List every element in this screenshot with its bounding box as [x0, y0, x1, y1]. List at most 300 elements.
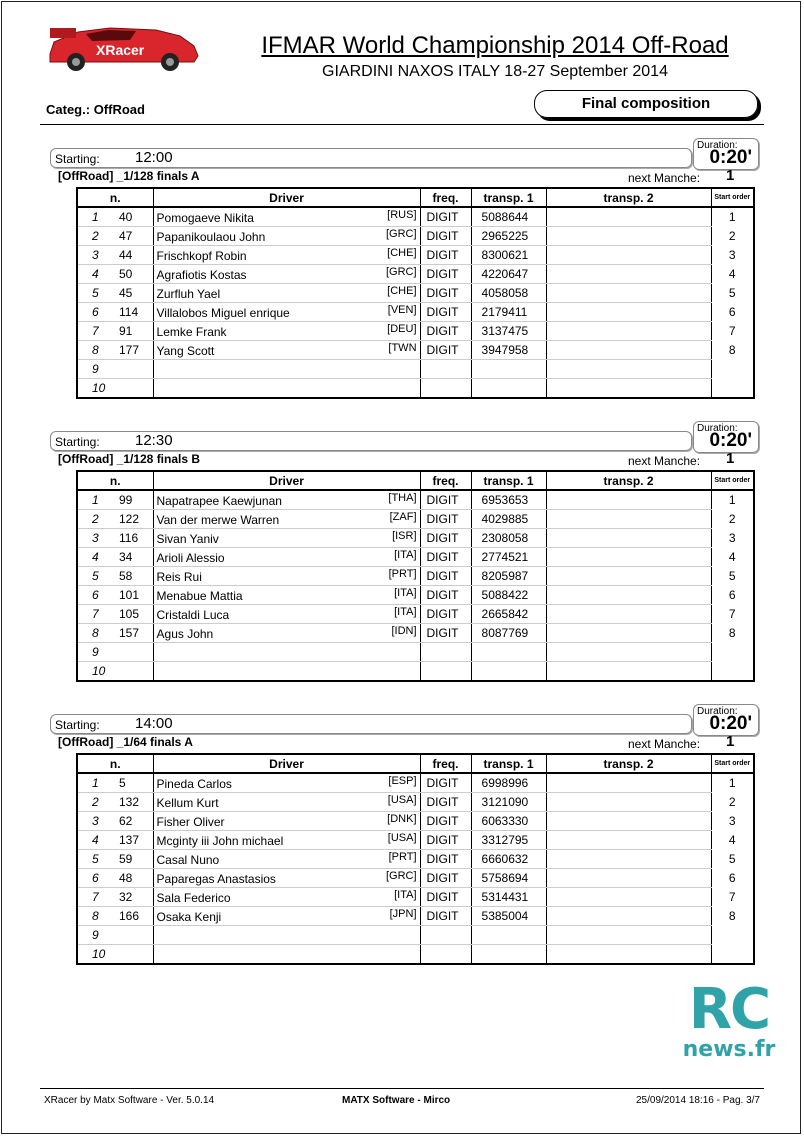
frequency: DIGIT: [420, 793, 471, 812]
start-order: 4: [711, 831, 754, 850]
entries-table: [76, 470, 755, 682]
transponder-2: [546, 643, 711, 662]
frequency: [420, 360, 471, 379]
frequency: DIGIT: [420, 907, 471, 926]
driver-cell: [153, 207, 420, 227]
driver-name: Agrafiotis Kostas: [156, 268, 247, 282]
start-order: 4: [711, 265, 754, 284]
driver-cell: [153, 490, 420, 510]
row-position: 1: [77, 490, 113, 510]
driver-nation: [ESP]: [388, 775, 417, 787]
starting-time: 12:30: [135, 432, 173, 449]
start-order: [711, 945, 754, 965]
transponder-1: 8087769: [471, 624, 546, 643]
start-order: 8: [711, 624, 754, 643]
entries-table: [76, 187, 755, 399]
footer-software: XRacer by Matx Software - Ver. 5.0.14: [44, 1095, 215, 1106]
car-number: 114: [113, 303, 153, 322]
transponder-2: [546, 793, 711, 812]
transponder-2: [546, 888, 711, 907]
row-position: 6: [77, 303, 113, 322]
car-number: [113, 926, 153, 945]
driver-name: Lemke Frank: [156, 325, 227, 339]
table-row: [77, 227, 754, 246]
row-position: 7: [77, 888, 113, 907]
duration-label: Duration:: [697, 706, 738, 717]
driver-cell: [153, 322, 420, 341]
table-row: [77, 360, 754, 379]
frequency: DIGIT: [420, 605, 471, 624]
driver-cell: [153, 850, 420, 869]
transponder-2: [546, 379, 711, 399]
row-position: 8: [77, 907, 113, 926]
row-position: 4: [77, 265, 113, 284]
table-row: [77, 605, 754, 624]
driver-name: Frischkopf Robin: [156, 249, 247, 263]
driver-cell: [153, 548, 420, 567]
driver-nation: [GRC]: [385, 870, 417, 882]
driver-name: Osaka Kenji: [156, 910, 222, 924]
transponder-2: [546, 265, 711, 284]
frequency: [420, 379, 471, 399]
driver-nation: [VEN]: [387, 304, 417, 316]
car-number: 58: [113, 567, 153, 586]
driver-cell: [153, 926, 420, 945]
transponder-2: [546, 869, 711, 888]
transponder-1: 6063330: [471, 812, 546, 831]
driver-nation: [IDN]: [391, 625, 417, 637]
driver-name: Papanikoulaou John: [156, 230, 266, 244]
table-header-row: [77, 471, 754, 490]
transponder-1: 2774521: [471, 548, 546, 567]
transponder-1: 3312795: [471, 831, 546, 850]
frequency: DIGIT: [420, 303, 471, 322]
transponder-1: 5758694: [471, 869, 546, 888]
transponder-2: [546, 945, 711, 965]
car-number: 122: [113, 510, 153, 529]
transponder-2: [546, 490, 711, 510]
table-row: [77, 586, 754, 605]
col-header-driver: Driver: [153, 188, 420, 207]
frequency: DIGIT: [420, 227, 471, 246]
footer-author: MATX Software - Mirco: [342, 1095, 451, 1106]
transponder-1: 2965225: [471, 227, 546, 246]
transponder-1: 4029885: [471, 510, 546, 529]
row-position: 7: [77, 605, 113, 624]
transponder-2: [546, 812, 711, 831]
category-value: OffRoad: [93, 102, 145, 117]
duration-value: 0:20': [709, 713, 752, 734]
frequency: [420, 945, 471, 965]
driver-cell: [153, 227, 420, 246]
transponder-2: [546, 586, 711, 605]
driver-name: Van der merwe Warren: [156, 513, 280, 527]
driver-cell: [153, 869, 420, 888]
transponder-2: [546, 548, 711, 567]
transponder-1: 6998996: [471, 773, 546, 793]
table-row: [77, 907, 754, 926]
next-manche-label: next Manche:: [628, 171, 701, 185]
frequency: DIGIT: [420, 586, 471, 605]
frequency: DIGIT: [420, 567, 471, 586]
col-header-start-order: Start order: [711, 471, 754, 490]
table-row: [77, 341, 754, 360]
table-row: [77, 303, 754, 322]
driver-cell: [153, 831, 420, 850]
car-number: 132: [113, 793, 153, 812]
car-number: 101: [113, 586, 153, 605]
driver-name: Cristaldi Luca: [156, 608, 230, 622]
start-order: 3: [711, 812, 754, 831]
start-order: 6: [711, 303, 754, 322]
frequency: DIGIT: [420, 624, 471, 643]
row-position: 1: [77, 207, 113, 227]
driver-nation: [USA]: [387, 832, 417, 844]
transponder-1: 3137475: [471, 322, 546, 341]
driver-nation: [ISR]: [392, 530, 417, 542]
transponder-1: 4058058: [471, 284, 546, 303]
driver-nation: [TWN: [388, 342, 417, 354]
driver-cell: [153, 284, 420, 303]
transponder-1: 8205987: [471, 567, 546, 586]
transponder-2: [546, 341, 711, 360]
race-block: [0, 140, 804, 418]
frequency: [420, 926, 471, 945]
frequency: DIGIT: [420, 322, 471, 341]
duration-value: 0:20': [709, 430, 752, 451]
start-order: 8: [711, 907, 754, 926]
row-position: 9: [77, 360, 113, 379]
driver-nation: [ITA]: [394, 587, 417, 599]
driver-name: Casal Nuno: [156, 853, 220, 867]
car-number: [113, 360, 153, 379]
duration-box: [693, 138, 759, 170]
car-number: 45: [113, 284, 153, 303]
start-order: 7: [711, 888, 754, 907]
transponder-1: 5088422: [471, 586, 546, 605]
col-header-transp1: transp. 1: [471, 188, 546, 207]
frequency: DIGIT: [420, 812, 471, 831]
starting-time: 12:00: [135, 149, 173, 166]
driver-cell: [153, 662, 420, 682]
transponder-2: [546, 227, 711, 246]
starting-box: [50, 148, 692, 168]
transponder-2: [546, 662, 711, 682]
driver-nation: [GRC]: [385, 228, 417, 240]
frequency: [420, 662, 471, 682]
transponder-1: 2665842: [471, 605, 546, 624]
driver-name: Napatrapee Kaewjunan: [156, 494, 282, 508]
row-position: 5: [77, 284, 113, 303]
driver-cell: [153, 567, 420, 586]
final-composition-badge: Final composition: [534, 90, 758, 118]
start-order: 5: [711, 567, 754, 586]
col-header-freq: freq.: [420, 188, 471, 207]
table-row: [77, 945, 754, 965]
car-number: 5: [113, 773, 153, 793]
duration-label: Duration:: [697, 140, 738, 151]
starting-label: Starting:: [55, 718, 100, 732]
driver-name: Reis Rui: [156, 570, 202, 584]
document-subtitle: GIARDINI NAXOS ITALY 18-27 September 2014: [322, 63, 668, 80]
table-row: [77, 643, 754, 662]
table-row: [77, 510, 754, 529]
start-order: [711, 643, 754, 662]
car-number: 177: [113, 341, 153, 360]
car-number: [113, 945, 153, 965]
transponder-1: 5385004: [471, 907, 546, 926]
driver-cell: [153, 907, 420, 926]
driver-nation: [THA]: [388, 492, 417, 504]
transponder-1: [471, 643, 546, 662]
race-title: [OffRoad] _1/64 finals A: [58, 735, 193, 749]
table-row: [77, 207, 754, 227]
starting-box: [50, 431, 692, 451]
transponder-2: [546, 831, 711, 850]
driver-nation: [CHE]: [387, 285, 417, 297]
start-order: 1: [711, 490, 754, 510]
transponder-2: [546, 529, 711, 548]
next-manche-value: 1: [726, 733, 735, 750]
car-number: [113, 379, 153, 399]
duration-value: 0:20': [709, 147, 752, 168]
driver-name: Sivan Yaniv: [156, 532, 219, 546]
start-order: 3: [711, 246, 754, 265]
row-position: 4: [77, 831, 113, 850]
table-row: [77, 490, 754, 510]
row-position: 5: [77, 850, 113, 869]
table-row: [77, 812, 754, 831]
driver-cell: [153, 793, 420, 812]
car-number: 50: [113, 265, 153, 284]
transponder-1: 6660632: [471, 850, 546, 869]
table-row: [77, 322, 754, 341]
frequency: DIGIT: [420, 246, 471, 265]
col-header-freq: freq.: [420, 471, 471, 490]
col-header-start-order: Start order: [711, 754, 754, 773]
col-header-n: n.: [77, 188, 153, 207]
transponder-1: [471, 945, 546, 965]
driver-nation: [DNK]: [387, 813, 417, 825]
car-number: 157: [113, 624, 153, 643]
transponder-2: [546, 207, 711, 227]
row-position: 3: [77, 246, 113, 265]
duration-label: Duration:: [697, 423, 738, 434]
table-row: [77, 548, 754, 567]
driver-name: Kellum Kurt: [156, 796, 219, 810]
row-position: 9: [77, 643, 113, 662]
table-row: [77, 662, 754, 682]
next-manche-label: next Manche:: [628, 454, 701, 468]
car-number: 34: [113, 548, 153, 567]
transponder-2: [546, 303, 711, 322]
category-label: Categ.:: [46, 102, 91, 117]
start-order: 5: [711, 850, 754, 869]
driver-nation: [ITA]: [394, 889, 417, 901]
frequency: DIGIT: [420, 490, 471, 510]
start-order: 7: [711, 322, 754, 341]
transponder-1: 6953653: [471, 490, 546, 510]
table-row: [77, 284, 754, 303]
frequency: DIGIT: [420, 265, 471, 284]
transponder-2: [546, 907, 711, 926]
transponder-1: 3947958: [471, 341, 546, 360]
start-order: 2: [711, 510, 754, 529]
driver-name: Sala Federico: [156, 891, 231, 905]
driver-nation: [ZAF]: [389, 511, 417, 523]
document-title: IFMAR World Championship 2014 Off-Road: [261, 32, 729, 59]
start-order: 5: [711, 284, 754, 303]
driver-cell: [153, 773, 420, 793]
frequency: DIGIT: [420, 510, 471, 529]
start-order: 1: [711, 773, 754, 793]
start-order: 8: [711, 341, 754, 360]
driver-name: Arioli Alessio: [156, 551, 225, 565]
starting-label: Starting:: [55, 435, 100, 449]
driver-cell: [153, 586, 420, 605]
driver-name: Villalobos Miguel enrique: [156, 306, 290, 320]
driver-name: Fisher Oliver: [156, 815, 225, 829]
row-position: 6: [77, 869, 113, 888]
car-number: 105: [113, 605, 153, 624]
transponder-1: 5314431: [471, 888, 546, 907]
col-header-start-order: Start order: [711, 188, 754, 207]
table-row: [77, 773, 754, 793]
start-order: [711, 926, 754, 945]
table-row: [77, 850, 754, 869]
col-header-transp1: transp. 1: [471, 471, 546, 490]
driver-name: Zurfluh Yael: [156, 287, 221, 301]
driver-cell: [153, 643, 420, 662]
transponder-2: [546, 773, 711, 793]
col-header-driver: Driver: [153, 754, 420, 773]
watermark-news: news.fr: [682, 1037, 776, 1062]
driver-cell: [153, 341, 420, 360]
driver-name: Pomogaeve Nikita: [156, 211, 254, 225]
frequency: DIGIT: [420, 888, 471, 907]
car-number: 116: [113, 529, 153, 548]
driver-name: Agus John: [156, 627, 214, 641]
row-position: 7: [77, 322, 113, 341]
row-position: 2: [77, 227, 113, 246]
driver-cell: [153, 812, 420, 831]
driver-nation: [PRT]: [388, 568, 417, 580]
col-header-driver: Driver: [153, 471, 420, 490]
frequency: DIGIT: [420, 341, 471, 360]
driver-nation: [RUS]: [387, 209, 417, 221]
row-position: 10: [77, 379, 113, 399]
transponder-1: 8300621: [471, 246, 546, 265]
driver-cell: [153, 360, 420, 379]
footer-divider: [40, 1088, 764, 1089]
row-position: 5: [77, 567, 113, 586]
start-order: 2: [711, 793, 754, 812]
driver-cell: [153, 945, 420, 965]
table-row: [77, 624, 754, 643]
start-order: 4: [711, 548, 754, 567]
car-number: 40: [113, 207, 153, 227]
entries-table: [76, 753, 755, 965]
car-number: 48: [113, 869, 153, 888]
driver-cell: [153, 379, 420, 399]
table-row: [77, 265, 754, 284]
col-header-transp1: transp. 1: [471, 754, 546, 773]
transponder-2: [546, 926, 711, 945]
driver-cell: [153, 265, 420, 284]
col-header-freq: freq.: [420, 754, 471, 773]
driver-cell: [153, 303, 420, 322]
table-header-row: [77, 188, 754, 207]
driver-nation: [JPN]: [389, 908, 417, 920]
car-number: 99: [113, 490, 153, 510]
xracer-logo: [44, 24, 202, 74]
header-divider: [40, 124, 764, 125]
transponder-1: [471, 926, 546, 945]
frequency: DIGIT: [420, 529, 471, 548]
car-number: 137: [113, 831, 153, 850]
race-block: [0, 706, 804, 984]
driver-nation: [DEU]: [387, 323, 417, 335]
frequency: DIGIT: [420, 207, 471, 227]
transponder-2: [546, 567, 711, 586]
transponder-1: 3121090: [471, 793, 546, 812]
start-order: 1: [711, 207, 754, 227]
table-header-row: [77, 754, 754, 773]
driver-cell: [153, 246, 420, 265]
transponder-1: 2308058: [471, 529, 546, 548]
start-order: 6: [711, 869, 754, 888]
starting-box: [50, 714, 692, 734]
car-number: 166: [113, 907, 153, 926]
table-row: [77, 529, 754, 548]
driver-nation: [ITA]: [394, 549, 417, 561]
start-order: 3: [711, 529, 754, 548]
driver-nation: [ITA]: [394, 606, 417, 618]
table-row: [77, 793, 754, 812]
car-number: 32: [113, 888, 153, 907]
transponder-1: [471, 360, 546, 379]
driver-name: Paparegas Anastasios: [156, 872, 276, 886]
row-position: 3: [77, 529, 113, 548]
start-order: 2: [711, 227, 754, 246]
duration-box: [693, 421, 759, 453]
driver-nation: [USA]: [387, 794, 417, 806]
table-row: [77, 379, 754, 399]
table-row: [77, 567, 754, 586]
transponder-2: [546, 284, 711, 303]
transponder-1: 2179411: [471, 303, 546, 322]
car-number: 59: [113, 850, 153, 869]
table-row: [77, 831, 754, 850]
car-number: 44: [113, 246, 153, 265]
driver-cell: [153, 888, 420, 907]
table-row: [77, 888, 754, 907]
frequency: [420, 643, 471, 662]
driver-name: Pineda Carlos: [156, 777, 232, 791]
start-order: 7: [711, 605, 754, 624]
footer-date-page: 25/09/2014 18:16 - Pag. 3/7: [636, 1095, 760, 1106]
col-header-transp2: transp. 2: [546, 188, 711, 207]
next-manche-value: 1: [726, 167, 735, 184]
driver-name: Mcginty iii John michael: [156, 834, 284, 848]
frequency: DIGIT: [420, 869, 471, 888]
row-position: 2: [77, 510, 113, 529]
race-car-icon: [44, 24, 202, 74]
table-row: [77, 246, 754, 265]
driver-name: Yang Scott: [156, 344, 215, 358]
transponder-2: [546, 510, 711, 529]
row-position: 1: [77, 773, 113, 793]
